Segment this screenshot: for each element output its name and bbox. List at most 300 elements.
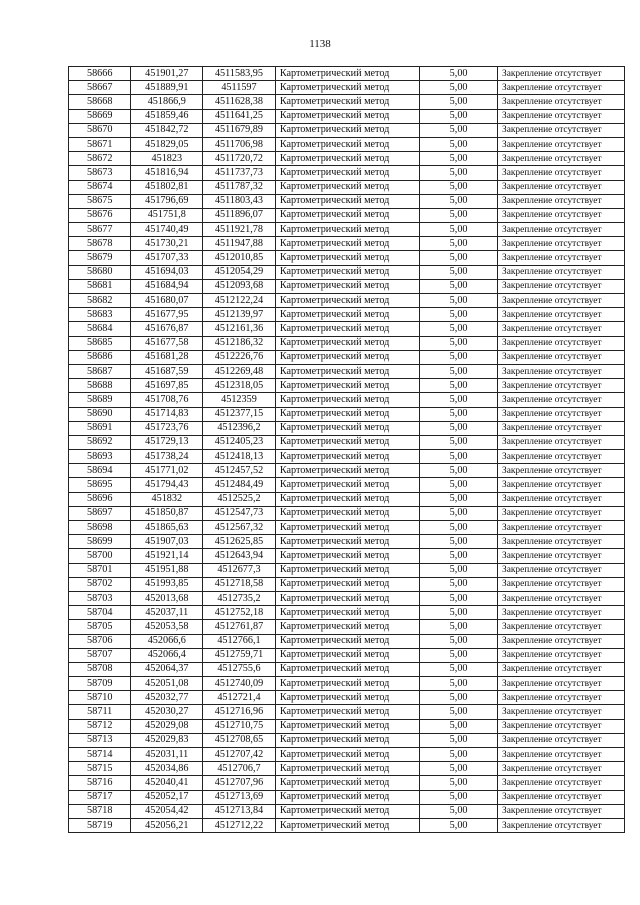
precision-cell: 5,00 bbox=[420, 648, 498, 662]
precision-cell: 5,00 bbox=[420, 251, 498, 265]
x-coordinate-cell: 452032,77 bbox=[131, 691, 203, 705]
point-number-cell: 58719 bbox=[69, 818, 131, 832]
y-coordinate-cell: 4511641,25 bbox=[203, 109, 276, 123]
precision-cell: 5,00 bbox=[420, 265, 498, 279]
table-row bbox=[69, 563, 625, 577]
precision-cell: 5,00 bbox=[420, 804, 498, 818]
fixing-cell: Закрепление отсутствует bbox=[498, 521, 625, 535]
y-coordinate-cell: 4512752,18 bbox=[203, 606, 276, 620]
table-row bbox=[69, 123, 625, 137]
method-cell: Картометрический метод bbox=[275, 719, 419, 733]
fixing-cell: Закрепление отсутствует bbox=[498, 634, 625, 648]
fixing-cell: Закрепление отсутствует bbox=[498, 506, 625, 520]
x-coordinate-cell: 452040,41 bbox=[131, 776, 203, 790]
x-coordinate-cell: 451740,49 bbox=[131, 223, 203, 237]
x-coordinate-cell: 451730,21 bbox=[131, 237, 203, 251]
table-row bbox=[69, 152, 625, 166]
fixing-cell: Закрепление отсутствует bbox=[498, 790, 625, 804]
table-row bbox=[69, 776, 625, 790]
method-cell: Картометрический метод bbox=[275, 265, 419, 279]
precision-cell: 5,00 bbox=[420, 691, 498, 705]
precision-cell: 5,00 bbox=[420, 123, 498, 137]
precision-cell: 5,00 bbox=[420, 407, 498, 421]
point-number-cell: 58682 bbox=[69, 294, 131, 308]
y-coordinate-cell: 4512718,58 bbox=[203, 577, 276, 591]
x-coordinate-cell: 451816,94 bbox=[131, 166, 203, 180]
x-coordinate-cell: 451677,95 bbox=[131, 308, 203, 322]
x-coordinate-cell: 451921,14 bbox=[131, 549, 203, 563]
method-cell: Картометрический метод bbox=[275, 336, 419, 350]
table-row bbox=[69, 492, 625, 506]
x-coordinate-cell: 451889,91 bbox=[131, 81, 203, 95]
precision-cell: 5,00 bbox=[420, 364, 498, 378]
x-coordinate-cell: 452064,37 bbox=[131, 662, 203, 676]
point-number-cell: 58715 bbox=[69, 762, 131, 776]
table-row bbox=[69, 237, 625, 251]
x-coordinate-cell: 452051,08 bbox=[131, 677, 203, 691]
x-coordinate-cell: 451714,83 bbox=[131, 407, 203, 421]
fixing-cell: Закрепление отсутствует bbox=[498, 450, 625, 464]
point-number-cell: 58692 bbox=[69, 435, 131, 449]
table-row bbox=[69, 67, 625, 81]
point-number-cell: 58699 bbox=[69, 535, 131, 549]
point-number-cell: 58705 bbox=[69, 620, 131, 634]
y-coordinate-cell: 4512359 bbox=[203, 393, 276, 407]
y-coordinate-cell: 4512418,13 bbox=[203, 450, 276, 464]
x-coordinate-cell: 451832 bbox=[131, 492, 203, 506]
x-coordinate-cell: 451729,13 bbox=[131, 435, 203, 449]
point-number-cell: 58680 bbox=[69, 265, 131, 279]
method-cell: Картометрический метод bbox=[275, 109, 419, 123]
table-row bbox=[69, 350, 625, 364]
table-row bbox=[69, 180, 625, 194]
x-coordinate-cell: 452054,42 bbox=[131, 804, 203, 818]
y-coordinate-cell: 4511921,78 bbox=[203, 223, 276, 237]
fixing-cell: Закрепление отсутствует bbox=[498, 137, 625, 151]
precision-cell: 5,00 bbox=[420, 563, 498, 577]
y-coordinate-cell: 4512708,65 bbox=[203, 733, 276, 747]
point-number-cell: 58708 bbox=[69, 662, 131, 676]
table-row bbox=[69, 677, 625, 691]
fixing-cell: Закрепление отсутствует bbox=[498, 591, 625, 605]
precision-cell: 5,00 bbox=[420, 492, 498, 506]
point-number-cell: 58684 bbox=[69, 322, 131, 336]
y-coordinate-cell: 4512405,23 bbox=[203, 435, 276, 449]
table-row bbox=[69, 733, 625, 747]
precision-cell: 5,00 bbox=[420, 393, 498, 407]
fixing-cell: Закрепление отсутствует bbox=[498, 662, 625, 676]
point-number-cell: 58676 bbox=[69, 208, 131, 222]
fixing-cell: Закрепление отсутствует bbox=[498, 478, 625, 492]
x-coordinate-cell: 451802,81 bbox=[131, 180, 203, 194]
table-row bbox=[69, 435, 625, 449]
table-row bbox=[69, 308, 625, 322]
point-number-cell: 58704 bbox=[69, 606, 131, 620]
fixing-cell: Закрепление отсутствует bbox=[498, 223, 625, 237]
point-number-cell: 58681 bbox=[69, 279, 131, 293]
fixing-cell: Закрепление отсутствует bbox=[498, 464, 625, 478]
y-coordinate-cell: 4512161,36 bbox=[203, 322, 276, 336]
method-cell: Картометрический метод bbox=[275, 478, 419, 492]
method-cell: Картометрический метод bbox=[275, 506, 419, 520]
precision-cell: 5,00 bbox=[420, 421, 498, 435]
method-cell: Картометрический метод bbox=[275, 648, 419, 662]
coordinates-table bbox=[68, 66, 625, 833]
method-cell: Картометрический метод bbox=[275, 279, 419, 293]
fixing-cell: Закрепление отсутствует bbox=[498, 123, 625, 137]
method-cell: Картометрический метод bbox=[275, 208, 419, 222]
fixing-cell: Закрепление отсутствует bbox=[498, 109, 625, 123]
precision-cell: 5,00 bbox=[420, 705, 498, 719]
y-coordinate-cell: 4512226,76 bbox=[203, 350, 276, 364]
method-cell: Картометрический метод bbox=[275, 322, 419, 336]
x-coordinate-cell: 451859,46 bbox=[131, 109, 203, 123]
precision-cell: 5,00 bbox=[420, 223, 498, 237]
precision-cell: 5,00 bbox=[420, 733, 498, 747]
precision-cell: 5,00 bbox=[420, 478, 498, 492]
method-cell: Картометрический метод bbox=[275, 364, 419, 378]
y-coordinate-cell: 4512377,15 bbox=[203, 407, 276, 421]
fixing-cell: Закрепление отсутствует bbox=[498, 350, 625, 364]
precision-cell: 5,00 bbox=[420, 521, 498, 535]
x-coordinate-cell: 452031,11 bbox=[131, 748, 203, 762]
y-coordinate-cell: 4512721,4 bbox=[203, 691, 276, 705]
table-row bbox=[69, 294, 625, 308]
x-coordinate-cell: 451829,05 bbox=[131, 137, 203, 151]
method-cell: Картометрический метод bbox=[275, 464, 419, 478]
precision-cell: 5,00 bbox=[420, 322, 498, 336]
table-row bbox=[69, 648, 625, 662]
precision-cell: 5,00 bbox=[420, 379, 498, 393]
point-number-cell: 58687 bbox=[69, 364, 131, 378]
point-number-cell: 58691 bbox=[69, 421, 131, 435]
precision-cell: 5,00 bbox=[420, 350, 498, 364]
precision-cell: 5,00 bbox=[420, 535, 498, 549]
y-coordinate-cell: 4512625,85 bbox=[203, 535, 276, 549]
point-number-cell: 58711 bbox=[69, 705, 131, 719]
method-cell: Картометрический метод bbox=[275, 393, 419, 407]
table-row bbox=[69, 577, 625, 591]
method-cell: Картометрический метод bbox=[275, 223, 419, 237]
point-number-cell: 58697 bbox=[69, 506, 131, 520]
x-coordinate-cell: 451708,76 bbox=[131, 393, 203, 407]
table-row bbox=[69, 478, 625, 492]
y-coordinate-cell: 4512567,32 bbox=[203, 521, 276, 535]
table-row bbox=[69, 705, 625, 719]
method-cell: Картометрический метод bbox=[275, 620, 419, 634]
x-coordinate-cell: 451842,72 bbox=[131, 123, 203, 137]
point-number-cell: 58698 bbox=[69, 521, 131, 535]
method-cell: Картометрический метод bbox=[275, 677, 419, 691]
fixing-cell: Закрепление отсутствует bbox=[498, 407, 625, 421]
fixing-cell: Закрепление отсутствует bbox=[498, 648, 625, 662]
y-coordinate-cell: 4512054,29 bbox=[203, 265, 276, 279]
coordinates-table-body bbox=[69, 67, 625, 833]
method-cell: Картометрический метод bbox=[275, 521, 419, 535]
precision-cell: 5,00 bbox=[420, 194, 498, 208]
fixing-cell: Закрепление отсутствует bbox=[498, 393, 625, 407]
precision-cell: 5,00 bbox=[420, 577, 498, 591]
y-coordinate-cell: 4511896,07 bbox=[203, 208, 276, 222]
y-coordinate-cell: 4511583,95 bbox=[203, 67, 276, 81]
table-row bbox=[69, 393, 625, 407]
table-row bbox=[69, 95, 625, 109]
x-coordinate-cell: 451694,03 bbox=[131, 265, 203, 279]
point-number-cell: 58678 bbox=[69, 237, 131, 251]
x-coordinate-cell: 451866,9 bbox=[131, 95, 203, 109]
method-cell: Картометрический метод bbox=[275, 804, 419, 818]
precision-cell: 5,00 bbox=[420, 606, 498, 620]
precision-cell: 5,00 bbox=[420, 662, 498, 676]
method-cell: Картометрический метод bbox=[275, 450, 419, 464]
table-row bbox=[69, 620, 625, 634]
table-row bbox=[69, 719, 625, 733]
y-coordinate-cell: 4512755,6 bbox=[203, 662, 276, 676]
precision-cell: 5,00 bbox=[420, 67, 498, 81]
fixing-cell: Закрепление отсутствует bbox=[498, 208, 625, 222]
point-number-cell: 58685 bbox=[69, 336, 131, 350]
table-row bbox=[69, 606, 625, 620]
point-number-cell: 58686 bbox=[69, 350, 131, 364]
y-coordinate-cell: 4511628,38 bbox=[203, 95, 276, 109]
precision-cell: 5,00 bbox=[420, 294, 498, 308]
x-coordinate-cell: 451901,27 bbox=[131, 67, 203, 81]
fixing-cell: Закрепление отсутствует bbox=[498, 194, 625, 208]
point-number-cell: 58679 bbox=[69, 251, 131, 265]
y-coordinate-cell: 4511787,32 bbox=[203, 180, 276, 194]
method-cell: Картометрический метод bbox=[275, 705, 419, 719]
x-coordinate-cell: 451865,63 bbox=[131, 521, 203, 535]
fixing-cell: Закрепление отсутствует bbox=[498, 364, 625, 378]
y-coordinate-cell: 4512712,22 bbox=[203, 818, 276, 832]
precision-cell: 5,00 bbox=[420, 237, 498, 251]
x-coordinate-cell: 451796,69 bbox=[131, 194, 203, 208]
y-coordinate-cell: 4512093,68 bbox=[203, 279, 276, 293]
table-row bbox=[69, 336, 625, 350]
y-coordinate-cell: 4512716,96 bbox=[203, 705, 276, 719]
point-number-cell: 58675 bbox=[69, 194, 131, 208]
x-coordinate-cell: 451951,88 bbox=[131, 563, 203, 577]
table-row bbox=[69, 265, 625, 279]
fixing-cell: Закрепление отсутствует bbox=[498, 535, 625, 549]
method-cell: Картометрический метод bbox=[275, 762, 419, 776]
y-coordinate-cell: 4511720,72 bbox=[203, 152, 276, 166]
table-row bbox=[69, 591, 625, 605]
fixing-cell: Закрепление отсутствует bbox=[498, 379, 625, 393]
method-cell: Картометрический метод bbox=[275, 180, 419, 194]
table-row bbox=[69, 464, 625, 478]
precision-cell: 5,00 bbox=[420, 279, 498, 293]
method-cell: Картометрический метод bbox=[275, 379, 419, 393]
point-number-cell: 58688 bbox=[69, 379, 131, 393]
precision-cell: 5,00 bbox=[420, 308, 498, 322]
method-cell: Картометрический метод bbox=[275, 776, 419, 790]
x-coordinate-cell: 451823 bbox=[131, 152, 203, 166]
method-cell: Картометрический метод bbox=[275, 662, 419, 676]
y-coordinate-cell: 4512269,48 bbox=[203, 364, 276, 378]
y-coordinate-cell: 4511706,98 bbox=[203, 137, 276, 151]
table-row bbox=[69, 634, 625, 648]
precision-cell: 5,00 bbox=[420, 677, 498, 691]
fixing-cell: Закрепление отсутствует bbox=[498, 492, 625, 506]
table-row bbox=[69, 506, 625, 520]
fixing-cell: Закрепление отсутствует bbox=[498, 606, 625, 620]
point-number-cell: 58669 bbox=[69, 109, 131, 123]
y-coordinate-cell: 4512713,69 bbox=[203, 790, 276, 804]
method-cell: Картометрический метод bbox=[275, 81, 419, 95]
point-number-cell: 58714 bbox=[69, 748, 131, 762]
x-coordinate-cell: 452013,68 bbox=[131, 591, 203, 605]
x-coordinate-cell: 451771,02 bbox=[131, 464, 203, 478]
method-cell: Картометрический метод bbox=[275, 152, 419, 166]
point-number-cell: 58671 bbox=[69, 137, 131, 151]
x-coordinate-cell: 452052,17 bbox=[131, 790, 203, 804]
x-coordinate-cell: 452030,27 bbox=[131, 705, 203, 719]
fixing-cell: Закрепление отсутствует bbox=[498, 677, 625, 691]
point-number-cell: 58716 bbox=[69, 776, 131, 790]
method-cell: Картометрический метод bbox=[275, 748, 419, 762]
point-number-cell: 58706 bbox=[69, 634, 131, 648]
x-coordinate-cell: 451993,85 bbox=[131, 577, 203, 591]
method-cell: Картометрический метод bbox=[275, 350, 419, 364]
table-row bbox=[69, 421, 625, 435]
precision-cell: 5,00 bbox=[420, 762, 498, 776]
y-coordinate-cell: 4512766,1 bbox=[203, 634, 276, 648]
x-coordinate-cell: 451707,33 bbox=[131, 251, 203, 265]
point-number-cell: 58717 bbox=[69, 790, 131, 804]
y-coordinate-cell: 4512318,05 bbox=[203, 379, 276, 393]
fixing-cell: Закрепление отсутствует bbox=[498, 748, 625, 762]
x-coordinate-cell: 452066,4 bbox=[131, 648, 203, 662]
x-coordinate-cell: 452029,08 bbox=[131, 719, 203, 733]
y-coordinate-cell: 4511597 bbox=[203, 81, 276, 95]
fixing-cell: Закрепление отсутствует bbox=[498, 237, 625, 251]
y-coordinate-cell: 4512139,97 bbox=[203, 308, 276, 322]
table-row bbox=[69, 521, 625, 535]
y-coordinate-cell: 4512457,52 bbox=[203, 464, 276, 478]
method-cell: Картометрический метод bbox=[275, 251, 419, 265]
table-row bbox=[69, 194, 625, 208]
fixing-cell: Закрепление отсутствует bbox=[498, 818, 625, 832]
point-number-cell: 58668 bbox=[69, 95, 131, 109]
fixing-cell: Закрепление отсутствует bbox=[498, 577, 625, 591]
fixing-cell: Закрепление отсутствует bbox=[498, 336, 625, 350]
method-cell: Картометрический метод bbox=[275, 733, 419, 747]
fixing-cell: Закрепление отсутствует bbox=[498, 563, 625, 577]
point-number-cell: 58673 bbox=[69, 166, 131, 180]
y-coordinate-cell: 4512677,3 bbox=[203, 563, 276, 577]
point-number-cell: 58672 bbox=[69, 152, 131, 166]
table-row bbox=[69, 762, 625, 776]
method-cell: Картометрический метод bbox=[275, 790, 419, 804]
y-coordinate-cell: 4512710,75 bbox=[203, 719, 276, 733]
fixing-cell: Закрепление отсутствует bbox=[498, 251, 625, 265]
fixing-cell: Закрепление отсутствует bbox=[498, 804, 625, 818]
y-coordinate-cell: 4511803,43 bbox=[203, 194, 276, 208]
y-coordinate-cell: 4512122,24 bbox=[203, 294, 276, 308]
table-row bbox=[69, 804, 625, 818]
precision-cell: 5,00 bbox=[420, 549, 498, 563]
method-cell: Картометрический метод bbox=[275, 166, 419, 180]
fixing-cell: Закрепление отсутствует bbox=[498, 762, 625, 776]
point-number-cell: 58701 bbox=[69, 563, 131, 577]
point-number-cell: 58666 bbox=[69, 67, 131, 81]
precision-cell: 5,00 bbox=[420, 620, 498, 634]
point-number-cell: 58694 bbox=[69, 464, 131, 478]
point-number-cell: 58690 bbox=[69, 407, 131, 421]
table-row bbox=[69, 535, 625, 549]
fixing-cell: Закрепление отсутствует bbox=[498, 719, 625, 733]
point-number-cell: 58683 bbox=[69, 308, 131, 322]
method-cell: Картометрический метод bbox=[275, 492, 419, 506]
precision-cell: 5,00 bbox=[420, 336, 498, 350]
precision-cell: 5,00 bbox=[420, 776, 498, 790]
precision-cell: 5,00 bbox=[420, 435, 498, 449]
table-row bbox=[69, 279, 625, 293]
y-coordinate-cell: 4512186,32 bbox=[203, 336, 276, 350]
method-cell: Картометрический метод bbox=[275, 591, 419, 605]
x-coordinate-cell: 451676,87 bbox=[131, 322, 203, 336]
x-coordinate-cell: 452037,11 bbox=[131, 606, 203, 620]
method-cell: Картометрический метод bbox=[275, 294, 419, 308]
x-coordinate-cell: 451677,58 bbox=[131, 336, 203, 350]
y-coordinate-cell: 4512759,71 bbox=[203, 648, 276, 662]
y-coordinate-cell: 4511737,73 bbox=[203, 166, 276, 180]
method-cell: Картометрический метод bbox=[275, 407, 419, 421]
table-row bbox=[69, 790, 625, 804]
table-row bbox=[69, 81, 625, 95]
point-number-cell: 58695 bbox=[69, 478, 131, 492]
x-coordinate-cell: 452053,58 bbox=[131, 620, 203, 634]
point-number-cell: 58718 bbox=[69, 804, 131, 818]
precision-cell: 5,00 bbox=[420, 719, 498, 733]
y-coordinate-cell: 4512761,87 bbox=[203, 620, 276, 634]
point-number-cell: 58677 bbox=[69, 223, 131, 237]
x-coordinate-cell: 451794,43 bbox=[131, 478, 203, 492]
y-coordinate-cell: 4512396,2 bbox=[203, 421, 276, 435]
y-coordinate-cell: 4512010,85 bbox=[203, 251, 276, 265]
y-coordinate-cell: 4512484,49 bbox=[203, 478, 276, 492]
precision-cell: 5,00 bbox=[420, 95, 498, 109]
fixing-cell: Закрепление отсутствует bbox=[498, 691, 625, 705]
point-number-cell: 58667 bbox=[69, 81, 131, 95]
y-coordinate-cell: 4512525,2 bbox=[203, 492, 276, 506]
point-number-cell: 58670 bbox=[69, 123, 131, 137]
method-cell: Картометрический метод bbox=[275, 818, 419, 832]
table-row bbox=[69, 450, 625, 464]
y-coordinate-cell: 4512643,94 bbox=[203, 549, 276, 563]
method-cell: Картометрический метод bbox=[275, 606, 419, 620]
point-number-cell: 58696 bbox=[69, 492, 131, 506]
fixing-cell: Закрепление отсутствует bbox=[498, 308, 625, 322]
method-cell: Картометрический метод bbox=[275, 634, 419, 648]
x-coordinate-cell: 452029,83 bbox=[131, 733, 203, 747]
fixing-cell: Закрепление отсутствует bbox=[498, 549, 625, 563]
method-cell: Картометрический метод bbox=[275, 691, 419, 705]
precision-cell: 5,00 bbox=[420, 137, 498, 151]
precision-cell: 5,00 bbox=[420, 818, 498, 832]
point-number-cell: 58713 bbox=[69, 733, 131, 747]
precision-cell: 5,00 bbox=[420, 450, 498, 464]
point-number-cell: 58707 bbox=[69, 648, 131, 662]
fixing-cell: Закрепление отсутствует bbox=[498, 180, 625, 194]
y-coordinate-cell: 4512706,7 bbox=[203, 762, 276, 776]
method-cell: Картометрический метод bbox=[275, 194, 419, 208]
method-cell: Картометрический метод bbox=[275, 435, 419, 449]
fixing-cell: Закрепление отсутствует bbox=[498, 421, 625, 435]
page-number: 1138 bbox=[309, 38, 331, 50]
precision-cell: 5,00 bbox=[420, 152, 498, 166]
